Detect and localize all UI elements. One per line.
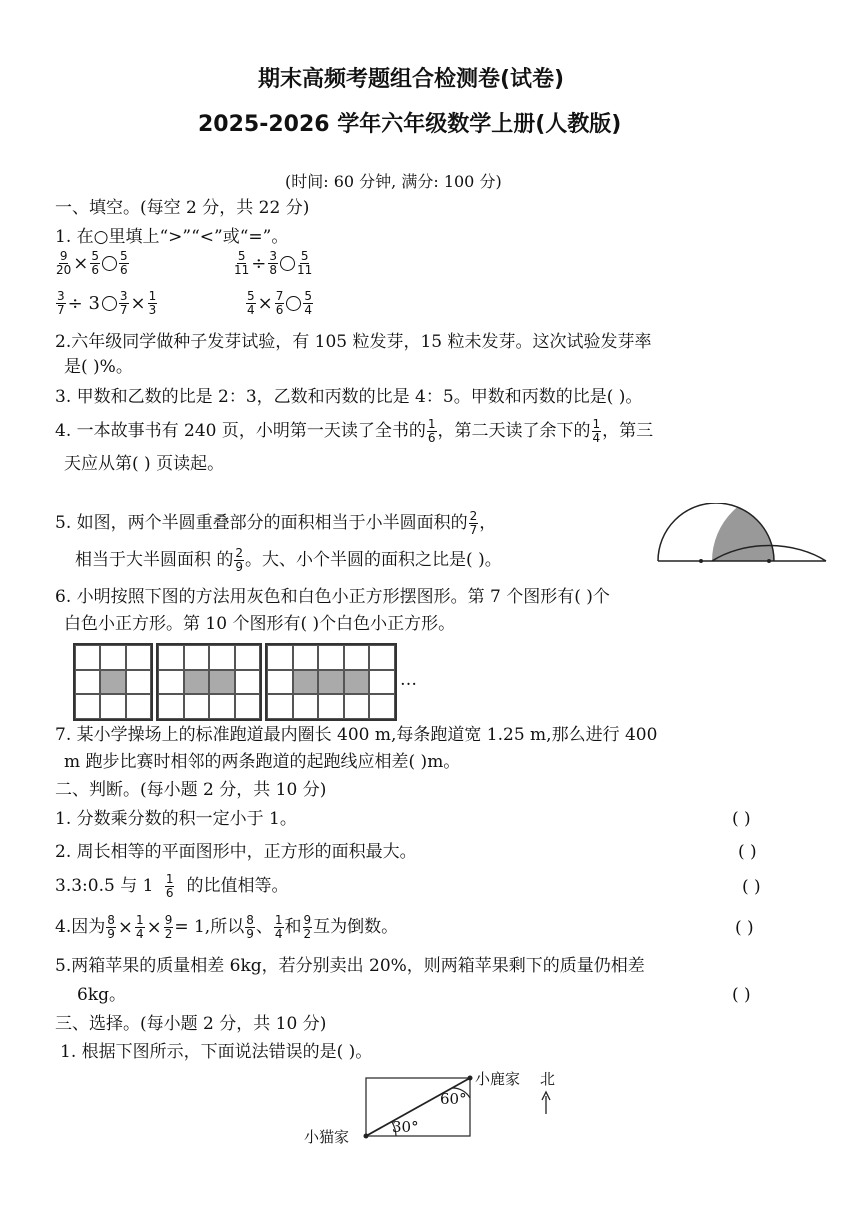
q2-line2: 是( )%。 — [64, 357, 133, 377]
judge-q1: 1. 分数乘分数的积一定小于 1。 — [55, 809, 297, 829]
deer-home-label: 小鹿家 — [475, 1070, 521, 1088]
judge-q5-line1: 5.两箱苹果的质量相差 6kg，若分别卖出 20%，则两箱苹果剩下的质量仍相差 — [55, 956, 645, 976]
compare-circle[interactable] — [102, 296, 117, 311]
q7-line1: 7. 某小学操场上的标准跑道最内圈长 400 m,每条跑道宽 1.25 m,那么进行 400 — [55, 725, 658, 745]
compare-circle[interactable] — [286, 296, 301, 311]
answer-bracket[interactable]: ( ) — [732, 985, 751, 1005]
fraction: $\frac{5}{6}$ — [120, 249, 128, 277]
section1-heading: 一、填空。(每空 2 分，共 22 分) — [55, 198, 310, 218]
gray-square — [344, 670, 370, 695]
section2-heading: 二、判断。(每小题 2 分，共 10 分) — [55, 780, 327, 800]
judge-q2: 2. 周长相等的平面图形中，正方形的面积最大。 — [55, 842, 417, 862]
judge-q3: 3.3:0.5 与 1 $\frac{1}{6}$ 的比值相等。 — [55, 872, 289, 900]
q2-line1: 2.六年级同学做种子发芽试验，有 105 粒发芽，15 粒未发芽。这次试验发芽率 — [55, 332, 652, 352]
fraction: $\frac{5}{4}$ — [247, 289, 255, 317]
gray-square — [209, 670, 235, 695]
cat-home-label: 小猫家 — [304, 1128, 350, 1146]
direction-map — [300, 1066, 580, 1146]
q1-expr-b: $\frac{5}{11}$ ÷ $\frac{3}{8}$ $\frac{5}{11}$ — [234, 249, 313, 277]
angle-30-label: 30° — [392, 1118, 419, 1136]
judge-q4: 4.因为 $\frac{8}{9}$ × $\frac{1}{4}$ × $\frac{9}{2}$ = 1,所以 $\frac{8}{9}$ 、 $\frac{1}{4}$ 和 $\frac{9}{2}$ 互为倒数。 — [55, 913, 399, 941]
fraction: $\frac{5}{11}$ — [234, 249, 250, 277]
fraction: $\frac{2}{9}$ — [235, 546, 244, 574]
fraction: $\frac{8}{9}$ — [246, 913, 254, 941]
fraction: $\frac{1}{4}$ — [135, 913, 144, 941]
q3-text: 3. 甲数和乙数的比是 2：3，乙数和丙数的比是 4：5。甲数和丙数的比是( )。 — [55, 387, 643, 407]
answer-bracket[interactable]: ( ) — [738, 842, 757, 862]
fraction: $\frac{5}{6}$ — [91, 249, 100, 277]
fraction: $\frac{3}{7}$ — [57, 289, 65, 317]
gray-square — [293, 670, 319, 695]
fraction: $\frac{1}{4}$ — [274, 913, 283, 941]
fraction: $\frac{9}{2}$ — [303, 913, 312, 941]
fraction: $\frac{2}{7}$ — [469, 509, 478, 537]
fraction: $\frac{1}{6}$ — [165, 872, 174, 900]
fraction: $\frac{7}{6}$ — [275, 289, 284, 317]
fraction: $\frac{3}{8}$ — [269, 249, 278, 277]
answer-bracket[interactable]: ( ) — [735, 918, 754, 938]
q1-text: 1. 在○里填上“>”“<”或“=”。 — [55, 227, 289, 247]
pattern-ellipsis: … — [400, 670, 417, 690]
gray-square — [100, 670, 125, 695]
answer-bracket[interactable]: ( ) — [732, 809, 751, 829]
judge-q5-line2: 6kg。 — [77, 985, 126, 1005]
pattern-figure-1 — [73, 643, 153, 721]
fraction: $\frac{5}{11}$ — [297, 249, 313, 277]
q7-line2: m 跑步比赛时相邻的两条跑道的起跑线应相差( )m。 — [64, 752, 461, 772]
gray-square — [184, 670, 210, 695]
q6-line2: 白色小正方形。第 10 个图形有( )个白色小正方形。 — [64, 614, 456, 634]
q4-line1: 4. 一本故事书有 240 页，小明第一天读了全书的 $\frac{1}{6}$ ，第二天读了余下的 $\frac{1}{4}$ ，第三 — [55, 417, 654, 445]
fraction: $\frac{9}{20}$ — [56, 249, 72, 277]
pattern-figure-3 — [265, 643, 397, 721]
fraction: $\frac{3}{7}$ — [119, 289, 128, 317]
gray-square — [318, 670, 344, 695]
compare-circle[interactable] — [280, 256, 295, 271]
q1-expr-d: $\frac{5}{4}$ × $\frac{7}{6}$ $\frac{5}{4}$ — [247, 289, 313, 317]
q1-expr-c: $\frac{3}{7}$ ÷ 3 $\frac{3}{7}$ × $\frac{1}{3}$ — [57, 289, 157, 317]
compare-circle[interactable] — [102, 256, 117, 271]
fraction: $\frac{1}{4}$ — [592, 417, 601, 445]
q6-line1: 6. 小明按照下图的方法用灰色和白色小正方形摆图形。第 7 个图形有( )个 — [55, 587, 610, 607]
semicircles-figure — [655, 503, 835, 565]
north-label: 北 — [540, 1070, 556, 1088]
fraction: $\frac{9}{2}$ — [164, 913, 173, 941]
q5-line2: 相当于大半圆面积 的 $\frac{2}{9}$ 。大、小个半圆的面积之比是( )。 — [75, 546, 502, 574]
angle-60-label: 60° — [440, 1090, 467, 1108]
q1-expr-a: $\frac{9}{20}$ × $\frac{5}{6}$ $\frac{5}{6}$ — [56, 249, 128, 277]
time-info: (时间: 60 分钟, 满分: 100 分) — [285, 172, 502, 191]
answer-bracket[interactable]: ( ) — [742, 877, 761, 897]
fraction: $\frac{1}{3}$ — [148, 289, 157, 317]
section3-heading: 三、选择。(每小题 2 分，共 10 分) — [55, 1014, 327, 1034]
exam-subtitle: 2025-2026 学年六年级数学上册(人教版) — [198, 112, 622, 137]
choice-q1: 1. 根据下图所示，下面说法错误的是( )。 — [60, 1042, 373, 1062]
fraction: $\frac{5}{4}$ — [304, 289, 313, 317]
exam-title: 期末高频考题组合检测卷(试卷) — [258, 67, 565, 92]
q5-line1: 5. 如图，两个半圆重叠部分的面积相当于小半圆面积的 $\frac{2}{7}$ ， — [55, 509, 497, 537]
fraction: $\frac{8}{9}$ — [107, 913, 115, 941]
pattern-figure-2 — [156, 643, 262, 721]
q4-line2: 天应从第( ) 页读起。 — [64, 454, 225, 474]
fraction: $\frac{1}{6}$ — [427, 417, 436, 445]
